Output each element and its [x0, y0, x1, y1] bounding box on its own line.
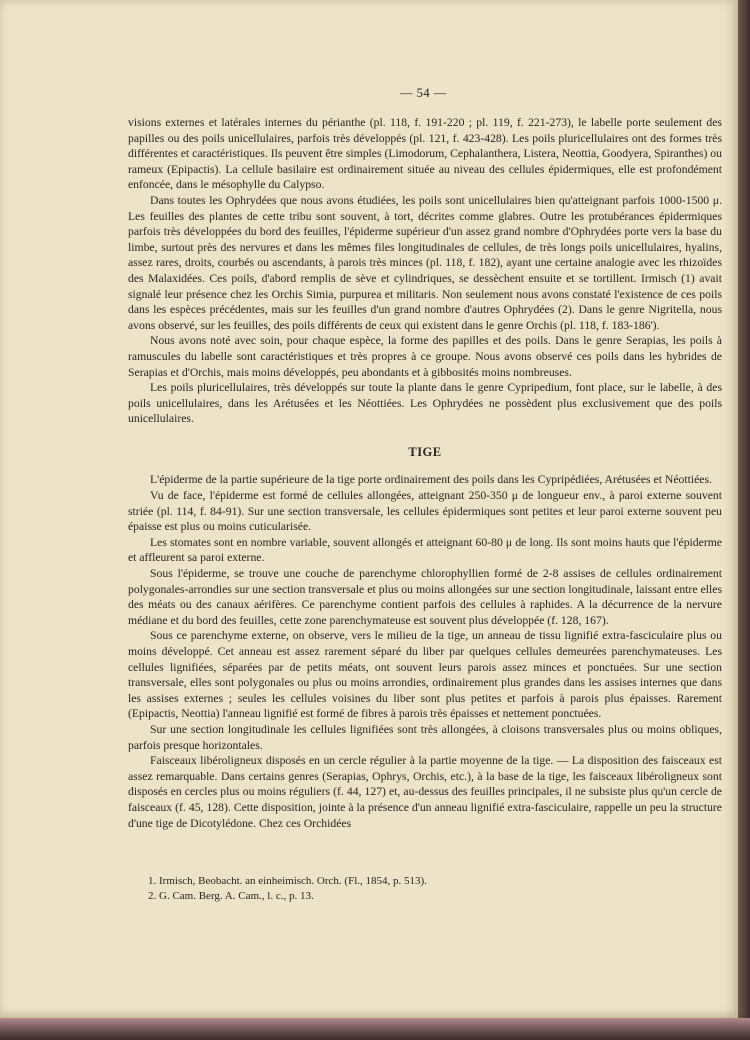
footnote: 2. G. Cam. Berg. A. Cam., l. c., p. 13. [148, 890, 314, 902]
paragraph: Nous avons noté avec soin, pour chaque espèce, la forme des papilles et des poils. Dans le genre Serapias, les poils à ramuscules du labelle sont caractéristiques et très propres à ce groupe. Nous avons observé ces poils dans les hybrides de Serapias et d'Orchis, mais moins développés, peu abondants et à gibbosités moins nombreuses. [128, 334, 722, 379]
footnote: 1. Irmisch, Beobacht. an einheimisch. Orch. (Fl., 1854, p. 513). [148, 875, 427, 887]
book-spine [738, 0, 750, 1040]
paragraph: Sous ce parenchyme externe, on observe, vers le milieu de la tige, un anneau de tissu lignifié extra-fasciculaire plus ou moins développé. Cet anneau est assez rarement séparé du liber par quelques cellules demeurées parenchymateuses. Les cellules lignifiées, séparées par de petits méats, ont souvent leurs parois assez minces et ponctuées. Sur une section transversale, elles sont polygonales ou plus ou moins arrondies, ordinairement plus grandes dans les assises internes que dans les assises externes ; seules les cellules voisines du liber sont plus petites et parfois à parois plus épaisses. Rarement (Epipactis, Neottia) l'anneau lignifié est formé de fibres à parois très épaisses et nettement ponctuées. [128, 629, 722, 721]
paragraph: visions externes et latérales internes du périanthe (pl. 118, f. 191-220 ; pl. 119, f. 221-273), le labelle porte seulement des papilles ou des poils unicellulaires, parfois très développés (pl. 121, f. 423-428). Les poils pluricellulaires ont des formes très différentes et caractéristiques. Ils peuvent être simples (Limodorum, Cephalanthera, Listera, Neottia, Goodyera, Spiranthes) ou rameux (Epipactis). La cellule basilaire est ordinairement située au niveau des cellules épidermiques, elle est profondément enfoncée, dans le mésophylle du Calypso. [128, 116, 722, 192]
paragraph: Faisceaux libéroligneux disposés en un cercle régulier à la partie moyenne de la tige. — La disposition des faisceaux est assez remarquable. Dans certains genres (Serapias, Ophrys, Orchis, etc.), à la base de la tige, les faisceaux libéroligneux sont disposés en cercles plus ou moins réguliers (f. 44, 127) et, au-dessus des feuilles principales, il ne subsiste plus qu'un cercle de faisceaux (f. 45, 128). Cette disposition, jointe à la présence d'un anneau lignifié extra-fasciculaire, rappelle un peu la structure d'une tige de Dicotylédone. Chez ces Orchidées [128, 754, 722, 830]
body-text [128, 115, 722, 831]
paragraph: Les stomates sont en nombre variable, souvent allongés et atteignant 60-80 μ de long. Ils sont moins hauts que l'épiderme et affleurent sa paroi externe. [128, 535, 722, 565]
page-number: — 54 — [400, 86, 447, 100]
section-heading: TIGE [408, 444, 442, 459]
paragraph: Vu de face, l'épiderme est formé de cellules allongées, atteignant 250-350 μ de longueur env., à paroi externe souvent striée (pl. 114, f. 84-91). Sur une section transversale, les cellules épidermiques sont petites et leur paroi externe souvent peu épaisse est plus ou moins cuticularisée. [128, 489, 722, 534]
footnotes [148, 874, 708, 904]
page-bottom-edge [0, 1018, 750, 1040]
paragraph: Dans toutes les Ophrydées que nous avons étudiées, les poils sont unicellulaires bien qu'atteignant parfois 1000-1500 μ. Les feuilles des plantes de cette tribu sont souvent, à tort, décrites comme glabres. Outre les protubérances épidermiques parfois très développées du bord des feuilles, l'épiderme supérieur d'un assez grand nombre d'Ophrydées porte vers la base du limbe, surtout près des nervures et dans les mêmes files longitudinales de cellules, de très longs poils unicellulaires, hyalins, assez rares, droits, courbés ou ascendants, à parois très minces (pl. 118, f. 182), ayant une certaine analogie avec les rhizoïdes des Malaxidées. Ces poils, d'abord remplis de sève et cylindriques, se dessèchent ensuite et se tortillent. Irmisch (1) avait signalé leur présence chez les Orchis Simia, purpurea et militaris. Non seulement nous avons constaté l'existence de ces poils dans les espèces précédentes, mais sur les feuilles d'un grand nombre d'autres Ophrydées (2). Dans le genre Nigritella, nous avons observé, sur les feuilles, des poils différents de ceux qui existent dans le genre Orchis (pl. 118, f. 183-186'). [128, 193, 722, 332]
paragraph: L'épiderme de la partie supérieure de la tige porte ordinairement des poils dans les Cypripédiées, Arétusées et Néottiées. [150, 473, 712, 487]
paragraph: Sur une section longitudinale les cellules lignifiées sont très allongées, à cloisons transversales plus ou moins obliques, parfois presque horizontales. [128, 722, 722, 752]
paragraph: Sous l'épiderme, se trouve une couche de parenchyme chlorophyllien formé de 2-8 assises de cellules ordinairement polygonales-arrondies sur une section transversale et plus ou moins allongées sur une section longitudinale, laissant entre elles des méats ou des canaux aérifères. Ce parenchyme contient parfois des cellules à raphides. A la décurrence de la nervure médiane et du bord des feuilles, cette zone parenchymateuse est souvent plus développée (f. 128, 167). [128, 567, 722, 627]
paragraph: Les poils pluricellulaires, très développés sur toute la plante dans le genre Cypripedium, font place, sur le labelle, à des poils unicellulaires, dans les Arétusées et les Néottiées. Les Ophrydées ne possèdent plus exclusivement que des poils unicellulaires. [128, 381, 722, 426]
